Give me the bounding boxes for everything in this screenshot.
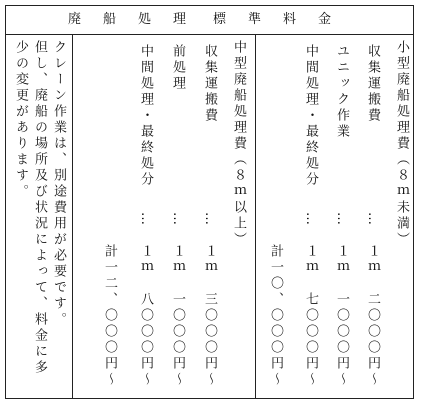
large-price-1: １ｍ 三〇〇〇円～ bbox=[202, 244, 217, 388]
large-price-2: １ｍ 一〇〇〇円～ bbox=[170, 244, 185, 388]
large-price-3: １ｍ 八〇〇〇円～ bbox=[138, 244, 153, 388]
title-char: 船 bbox=[103, 12, 117, 27]
table-header bbox=[6, 6, 413, 35]
title-char: 廃 bbox=[68, 12, 82, 27]
column-divider bbox=[72, 34, 73, 399]
dots: … bbox=[138, 212, 153, 228]
large-item-1: 収集運搬費 bbox=[202, 44, 217, 124]
item-label: ユニック作業 bbox=[334, 44, 349, 140]
small-item-1 bbox=[364, 44, 381, 124]
small-item-2 bbox=[333, 44, 350, 140]
large-heading: 中型廃船処理費（８ｍ以上） bbox=[231, 40, 246, 248]
dots: … bbox=[170, 212, 185, 228]
small-total: 計一〇、〇〇〇円～ bbox=[268, 244, 283, 388]
item-label: 収集運搬費 bbox=[365, 44, 380, 124]
dots: … bbox=[365, 212, 380, 228]
dots: … bbox=[334, 212, 349, 228]
small-price-2: １ｍ 一〇〇〇円～ bbox=[334, 244, 349, 388]
small-heading: 小型廃船処理費（８ｍ未満） bbox=[394, 40, 409, 248]
title-char: 標 bbox=[213, 12, 227, 27]
small-price-1: １ｍ 二〇〇〇円～ bbox=[365, 244, 380, 388]
note-line-2: 但し、廃船の場所及び状況によって、料金に多 bbox=[32, 40, 47, 376]
note-line-1: クレーン作業は、別途費用が必要です。 bbox=[51, 40, 66, 328]
large-item-2: 前処理 bbox=[170, 44, 185, 92]
title-char: 料 bbox=[283, 12, 297, 27]
large-total: 計一二、〇〇〇円～ bbox=[102, 244, 117, 388]
small-item-3 bbox=[302, 44, 319, 188]
price-table bbox=[5, 5, 414, 399]
dots: … bbox=[303, 212, 318, 228]
title-char: 理 bbox=[173, 12, 187, 27]
small-price-3: １ｍ 七〇〇〇円～ bbox=[303, 244, 318, 388]
title-char: 処 bbox=[138, 12, 152, 27]
note-line-3: 少の変更があります。 bbox=[13, 40, 28, 200]
item-label: 中間処理・最終処分 bbox=[303, 44, 318, 188]
column-divider bbox=[255, 34, 256, 399]
large-item-3: 中間処理・最終処分 bbox=[138, 44, 153, 188]
title-char: 金 bbox=[318, 12, 332, 27]
dots: … bbox=[202, 212, 217, 228]
title-char: 準 bbox=[248, 12, 262, 27]
